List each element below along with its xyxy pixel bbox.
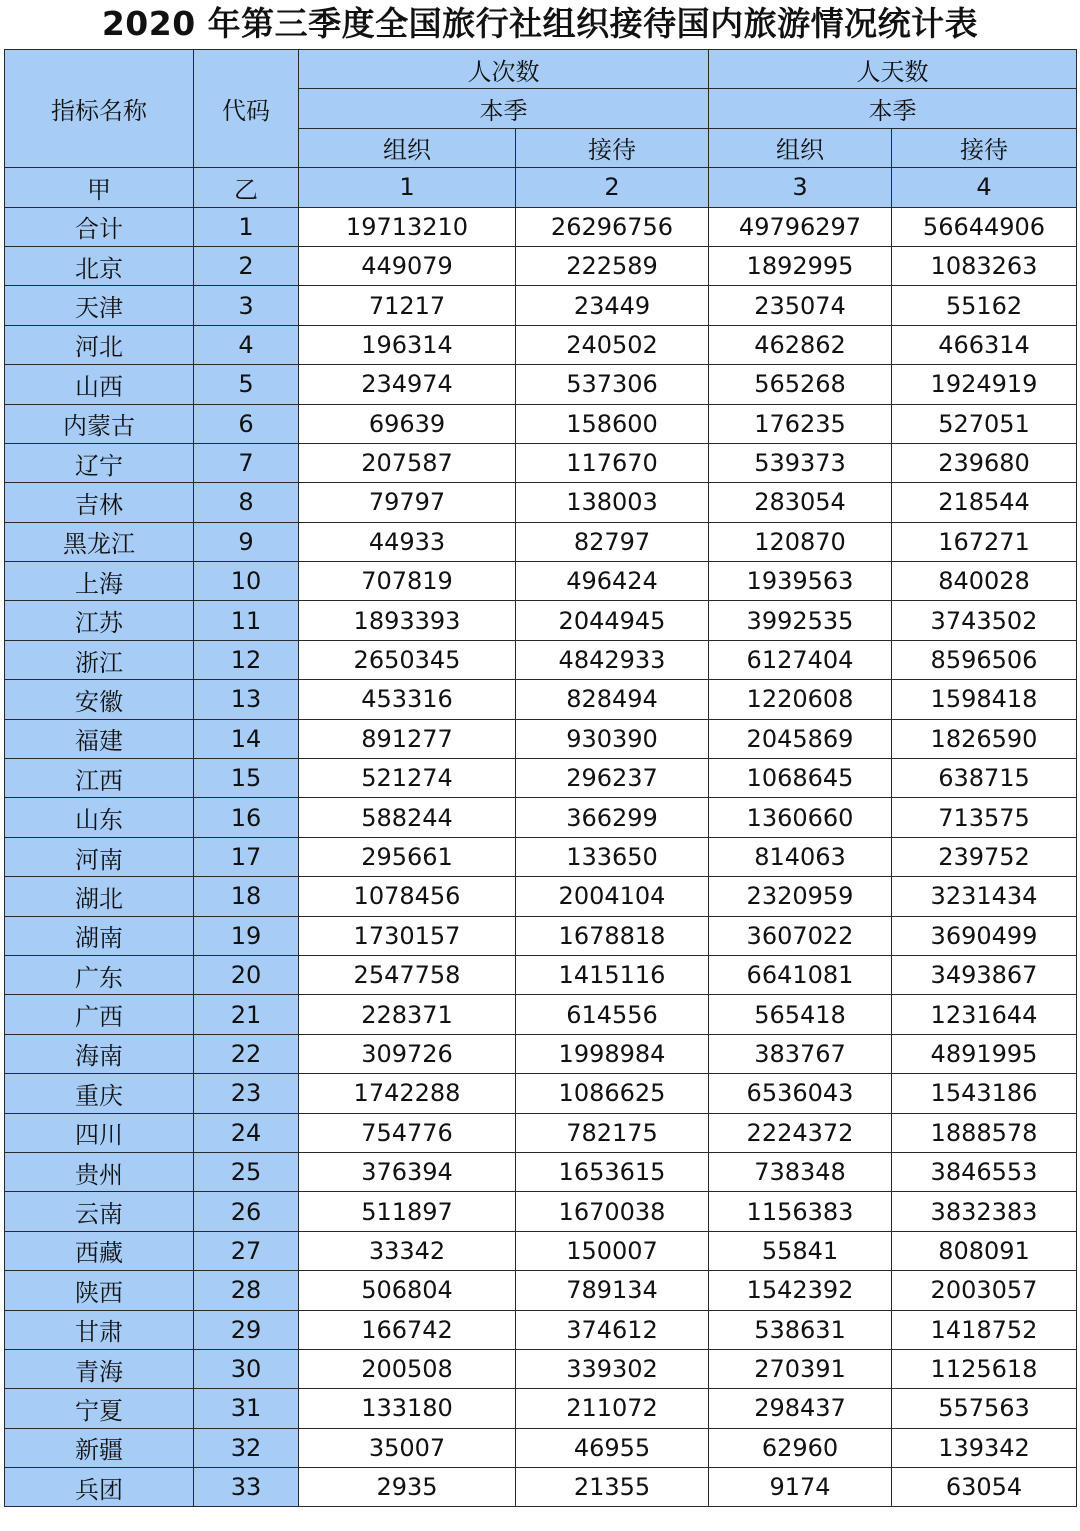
region-name-cell: 海南 xyxy=(5,1034,194,1073)
person-days-organize-cell: 270391 xyxy=(709,1349,892,1388)
region-name-cell: 广西 xyxy=(5,995,194,1034)
table-row xyxy=(5,1349,1077,1388)
header-season-2: 本季 xyxy=(709,89,1077,128)
code-cell: 27 xyxy=(194,1231,299,1270)
person-days-receive-cell: 1924919 xyxy=(892,365,1077,404)
table-row xyxy=(5,522,1077,561)
code-cell: 28 xyxy=(194,1271,299,1310)
person-days-receive-cell: 3493867 xyxy=(892,955,1077,994)
person-times-receive-cell: 296237 xyxy=(516,759,709,798)
person-times-organize-cell: 449079 xyxy=(299,246,516,285)
table-row xyxy=(5,325,1077,364)
person-days-receive-cell: 638715 xyxy=(892,759,1077,798)
code-cell: 32 xyxy=(194,1428,299,1467)
person-days-receive-cell: 1598418 xyxy=(892,680,1077,719)
person-times-organize-cell: 2650345 xyxy=(299,640,516,679)
person-days-organize-cell: 2320959 xyxy=(709,877,892,916)
person-days-receive-cell: 56644906 xyxy=(892,207,1077,246)
table-row xyxy=(5,1034,1077,1073)
person-days-organize-cell: 1542392 xyxy=(709,1271,892,1310)
person-times-organize-cell: 453316 xyxy=(299,680,516,719)
person-days-receive-cell: 557563 xyxy=(892,1389,1077,1428)
region-name-cell: 浙江 xyxy=(5,640,194,679)
region-name-cell: 广东 xyxy=(5,955,194,994)
table-row xyxy=(5,759,1077,798)
code-cell: 16 xyxy=(194,798,299,837)
person-times-organize-cell: 44933 xyxy=(299,522,516,561)
statistics-table xyxy=(4,49,1077,1507)
region-name-cell: 贵州 xyxy=(5,1152,194,1191)
table-row xyxy=(5,365,1077,404)
person-times-receive-cell: 828494 xyxy=(516,680,709,719)
person-times-receive-cell: 374612 xyxy=(516,1310,709,1349)
region-name-cell: 合计 xyxy=(5,207,194,246)
index-cell: 3 xyxy=(709,168,892,207)
person-days-organize-cell: 298437 xyxy=(709,1389,892,1428)
person-times-receive-cell: 46955 xyxy=(516,1428,709,1467)
person-days-organize-cell: 738348 xyxy=(709,1152,892,1191)
person-times-organize-cell: 19713210 xyxy=(299,207,516,246)
person-times-organize-cell: 71217 xyxy=(299,286,516,325)
region-name-cell: 吉林 xyxy=(5,483,194,522)
person-times-organize-cell: 166742 xyxy=(299,1310,516,1349)
person-days-organize-cell: 9174 xyxy=(709,1468,892,1507)
person-days-receive-cell: 808091 xyxy=(892,1231,1077,1270)
person-days-receive-cell: 1543186 xyxy=(892,1074,1077,1113)
person-times-organize-cell: 228371 xyxy=(299,995,516,1034)
code-cell: 20 xyxy=(194,955,299,994)
header-organize-1: 组织 xyxy=(299,128,516,167)
person-days-receive-cell: 3846553 xyxy=(892,1152,1077,1191)
person-times-organize-cell: 295661 xyxy=(299,837,516,876)
person-times-receive-cell: 222589 xyxy=(516,246,709,285)
region-name-cell: 宁夏 xyxy=(5,1389,194,1428)
person-times-organize-cell: 207587 xyxy=(299,443,516,482)
person-days-receive-cell: 2003057 xyxy=(892,1271,1077,1310)
region-name-cell: 江苏 xyxy=(5,601,194,640)
code-cell: 3 xyxy=(194,286,299,325)
person-days-receive-cell: 1083263 xyxy=(892,246,1077,285)
person-days-receive-cell: 239680 xyxy=(892,443,1077,482)
header-person-days: 人天数 xyxy=(709,50,1077,89)
person-times-receive-cell: 2004104 xyxy=(516,877,709,916)
person-times-receive-cell: 537306 xyxy=(516,365,709,404)
person-times-organize-cell: 506804 xyxy=(299,1271,516,1310)
header-index-row xyxy=(5,168,1077,207)
person-times-organize-cell: 234974 xyxy=(299,365,516,404)
region-name-cell: 安徽 xyxy=(5,680,194,719)
table-row xyxy=(5,680,1077,719)
person-times-receive-cell: 150007 xyxy=(516,1231,709,1270)
person-times-organize-cell: 309726 xyxy=(299,1034,516,1073)
code-cell: 5 xyxy=(194,365,299,404)
table-row xyxy=(5,995,1077,1034)
person-days-organize-cell: 1360660 xyxy=(709,798,892,837)
person-times-organize-cell: 2547758 xyxy=(299,955,516,994)
region-name-cell: 四川 xyxy=(5,1113,194,1152)
table-row xyxy=(5,1389,1077,1428)
table-row xyxy=(5,955,1077,994)
table-row xyxy=(5,1271,1077,1310)
person-times-organize-cell: 196314 xyxy=(299,325,516,364)
code-cell: 14 xyxy=(194,719,299,758)
person-times-receive-cell: 930390 xyxy=(516,719,709,758)
person-times-receive-cell: 4842933 xyxy=(516,640,709,679)
code-cell: 12 xyxy=(194,640,299,679)
person-times-organize-cell: 754776 xyxy=(299,1113,516,1152)
code-cell: 31 xyxy=(194,1389,299,1428)
region-name-cell: 重庆 xyxy=(5,1074,194,1113)
person-times-organize-cell: 588244 xyxy=(299,798,516,837)
table-row xyxy=(5,719,1077,758)
code-cell: 18 xyxy=(194,877,299,916)
person-days-receive-cell: 1231644 xyxy=(892,995,1077,1034)
table-row xyxy=(5,443,1077,482)
table-row xyxy=(5,798,1077,837)
person-days-receive-cell: 1125618 xyxy=(892,1349,1077,1388)
header-code: 代码 xyxy=(194,50,299,168)
region-name-cell: 湖北 xyxy=(5,877,194,916)
region-name-cell: 河南 xyxy=(5,837,194,876)
index-cell: 4 xyxy=(892,168,1077,207)
person-days-receive-cell: 55162 xyxy=(892,286,1077,325)
header-indicator-name: 指标名称 xyxy=(5,50,194,168)
person-times-receive-cell: 1678818 xyxy=(516,916,709,955)
person-times-receive-cell: 82797 xyxy=(516,522,709,561)
region-name-cell: 天津 xyxy=(5,286,194,325)
person-times-organize-cell: 200508 xyxy=(299,1349,516,1388)
code-cell: 1 xyxy=(194,207,299,246)
table-row xyxy=(5,1310,1077,1349)
code-cell: 10 xyxy=(194,562,299,601)
person-times-receive-cell: 614556 xyxy=(516,995,709,1034)
person-times-receive-cell: 211072 xyxy=(516,1389,709,1428)
region-name-cell: 辽宁 xyxy=(5,443,194,482)
region-name-cell: 新疆 xyxy=(5,1428,194,1467)
person-times-organize-cell: 1742288 xyxy=(299,1074,516,1113)
table-row xyxy=(5,1468,1077,1507)
person-times-receive-cell: 1415116 xyxy=(516,955,709,994)
person-days-organize-cell: 6127404 xyxy=(709,640,892,679)
region-name-cell: 云南 xyxy=(5,1192,194,1231)
code-cell: 8 xyxy=(194,483,299,522)
table-row xyxy=(5,1428,1077,1467)
table-row xyxy=(5,483,1077,522)
person-times-receive-cell: 1653615 xyxy=(516,1152,709,1191)
person-times-organize-cell: 707819 xyxy=(299,562,516,601)
header-receive-1: 接待 xyxy=(516,128,709,167)
table-row xyxy=(5,1231,1077,1270)
person-times-organize-cell: 33342 xyxy=(299,1231,516,1270)
person-times-organize-cell: 79797 xyxy=(299,483,516,522)
region-name-cell: 甘肃 xyxy=(5,1310,194,1349)
person-days-receive-cell: 3231434 xyxy=(892,877,1077,916)
region-name-cell: 山西 xyxy=(5,365,194,404)
person-days-organize-cell: 120870 xyxy=(709,522,892,561)
person-times-receive-cell: 23449 xyxy=(516,286,709,325)
region-name-cell: 上海 xyxy=(5,562,194,601)
code-cell: 7 xyxy=(194,443,299,482)
person-days-receive-cell: 840028 xyxy=(892,562,1077,601)
page-title: 2020 年第三季度全国旅行社组织接待国内旅游情况统计表 xyxy=(101,4,979,43)
region-name-cell: 福建 xyxy=(5,719,194,758)
person-times-organize-cell: 35007 xyxy=(299,1428,516,1467)
table-row xyxy=(5,1074,1077,1113)
person-days-receive-cell: 239752 xyxy=(892,837,1077,876)
person-days-receive-cell: 3832383 xyxy=(892,1192,1077,1231)
table-row xyxy=(5,286,1077,325)
code-cell: 17 xyxy=(194,837,299,876)
person-days-organize-cell: 1068645 xyxy=(709,759,892,798)
person-times-organize-cell: 521274 xyxy=(299,759,516,798)
person-days-organize-cell: 2224372 xyxy=(709,1113,892,1152)
code-cell: 11 xyxy=(194,601,299,640)
person-times-receive-cell: 1670038 xyxy=(516,1192,709,1231)
person-times-receive-cell: 117670 xyxy=(516,443,709,482)
person-days-organize-cell: 1939563 xyxy=(709,562,892,601)
person-days-receive-cell: 466314 xyxy=(892,325,1077,364)
table-row xyxy=(5,640,1077,679)
person-days-receive-cell: 63054 xyxy=(892,1468,1077,1507)
code-cell: 29 xyxy=(194,1310,299,1349)
region-name-cell: 兵团 xyxy=(5,1468,194,1507)
person-days-organize-cell: 383767 xyxy=(709,1034,892,1073)
person-days-receive-cell: 3690499 xyxy=(892,916,1077,955)
region-name-cell: 湖南 xyxy=(5,916,194,955)
person-days-organize-cell: 1892995 xyxy=(709,246,892,285)
index-cell: 甲 xyxy=(5,168,194,207)
person-days-organize-cell: 565418 xyxy=(709,995,892,1034)
person-times-organize-cell: 1730157 xyxy=(299,916,516,955)
person-days-organize-cell: 235074 xyxy=(709,286,892,325)
code-cell: 26 xyxy=(194,1192,299,1231)
table-row xyxy=(5,562,1077,601)
person-times-receive-cell: 26296756 xyxy=(516,207,709,246)
person-times-receive-cell: 138003 xyxy=(516,483,709,522)
person-times-receive-cell: 496424 xyxy=(516,562,709,601)
table-row xyxy=(5,1152,1077,1191)
region-name-cell: 内蒙古 xyxy=(5,404,194,443)
person-times-receive-cell: 789134 xyxy=(516,1271,709,1310)
person-times-receive-cell: 158600 xyxy=(516,404,709,443)
header-person-times: 人次数 xyxy=(299,50,709,89)
index-cell: 1 xyxy=(299,168,516,207)
code-cell: 30 xyxy=(194,1349,299,1388)
person-days-organize-cell: 55841 xyxy=(709,1231,892,1270)
table-row xyxy=(5,877,1077,916)
code-cell: 22 xyxy=(194,1034,299,1073)
person-days-organize-cell: 6641081 xyxy=(709,955,892,994)
person-days-organize-cell: 49796297 xyxy=(709,207,892,246)
code-cell: 25 xyxy=(194,1152,299,1191)
person-days-receive-cell: 8596506 xyxy=(892,640,1077,679)
table-row xyxy=(5,1113,1077,1152)
person-times-organize-cell: 69639 xyxy=(299,404,516,443)
person-times-receive-cell: 133650 xyxy=(516,837,709,876)
person-times-organize-cell: 1893393 xyxy=(299,601,516,640)
person-days-receive-cell: 167271 xyxy=(892,522,1077,561)
person-days-receive-cell: 4891995 xyxy=(892,1034,1077,1073)
person-days-organize-cell: 1156383 xyxy=(709,1192,892,1231)
table-row xyxy=(5,601,1077,640)
code-cell: 19 xyxy=(194,916,299,955)
person-times-receive-cell: 21355 xyxy=(516,1468,709,1507)
person-days-organize-cell: 6536043 xyxy=(709,1074,892,1113)
person-times-receive-cell: 339302 xyxy=(516,1349,709,1388)
person-days-receive-cell: 1418752 xyxy=(892,1310,1077,1349)
table-row xyxy=(5,207,1077,246)
region-name-cell: 黑龙江 xyxy=(5,522,194,561)
person-times-organize-cell: 133180 xyxy=(299,1389,516,1428)
person-days-organize-cell: 462862 xyxy=(709,325,892,364)
header-receive-2: 接待 xyxy=(892,128,1077,167)
person-times-organize-cell: 511897 xyxy=(299,1192,516,1231)
person-days-organize-cell: 814063 xyxy=(709,837,892,876)
code-cell: 33 xyxy=(194,1468,299,1507)
person-days-receive-cell: 1888578 xyxy=(892,1113,1077,1152)
person-times-receive-cell: 1998984 xyxy=(516,1034,709,1073)
person-days-organize-cell: 539373 xyxy=(709,443,892,482)
person-days-receive-cell: 139342 xyxy=(892,1428,1077,1467)
code-cell: 2 xyxy=(194,246,299,285)
person-days-receive-cell: 1826590 xyxy=(892,719,1077,758)
person-times-organize-cell: 891277 xyxy=(299,719,516,758)
table-row xyxy=(5,837,1077,876)
person-times-receive-cell: 240502 xyxy=(516,325,709,364)
person-times-organize-cell: 1078456 xyxy=(299,877,516,916)
person-days-receive-cell: 218544 xyxy=(892,483,1077,522)
header-season-1: 本季 xyxy=(299,89,709,128)
code-cell: 21 xyxy=(194,995,299,1034)
region-name-cell: 陕西 xyxy=(5,1271,194,1310)
code-cell: 15 xyxy=(194,759,299,798)
person-days-organize-cell: 2045869 xyxy=(709,719,892,758)
person-days-organize-cell: 62960 xyxy=(709,1428,892,1467)
code-cell: 13 xyxy=(194,680,299,719)
person-times-receive-cell: 2044945 xyxy=(516,601,709,640)
person-days-organize-cell: 538631 xyxy=(709,1310,892,1349)
person-days-organize-cell: 1220608 xyxy=(709,680,892,719)
person-days-receive-cell: 713575 xyxy=(892,798,1077,837)
person-times-receive-cell: 782175 xyxy=(516,1113,709,1152)
person-days-organize-cell: 3992535 xyxy=(709,601,892,640)
person-days-organize-cell: 3607022 xyxy=(709,916,892,955)
code-cell: 24 xyxy=(194,1113,299,1152)
person-days-receive-cell: 3743502 xyxy=(892,601,1077,640)
region-name-cell: 山东 xyxy=(5,798,194,837)
table-row xyxy=(5,246,1077,285)
index-cell: 2 xyxy=(516,168,709,207)
code-cell: 6 xyxy=(194,404,299,443)
person-days-organize-cell: 565268 xyxy=(709,365,892,404)
region-name-cell: 河北 xyxy=(5,325,194,364)
region-name-cell: 青海 xyxy=(5,1349,194,1388)
person-times-organize-cell: 2935 xyxy=(299,1468,516,1507)
table-row xyxy=(5,1192,1077,1231)
region-name-cell: 江西 xyxy=(5,759,194,798)
code-cell: 23 xyxy=(194,1074,299,1113)
region-name-cell: 西藏 xyxy=(5,1231,194,1270)
code-cell: 4 xyxy=(194,325,299,364)
table-row xyxy=(5,916,1077,955)
person-times-receive-cell: 1086625 xyxy=(516,1074,709,1113)
index-cell: 乙 xyxy=(194,168,299,207)
person-times-receive-cell: 366299 xyxy=(516,798,709,837)
table-body xyxy=(5,207,1077,1507)
header-organize-2: 组织 xyxy=(709,128,892,167)
person-days-organize-cell: 283054 xyxy=(709,483,892,522)
person-days-receive-cell: 527051 xyxy=(892,404,1077,443)
region-name-cell: 北京 xyxy=(5,246,194,285)
person-times-organize-cell: 376394 xyxy=(299,1152,516,1191)
table-row xyxy=(5,404,1077,443)
code-cell: 9 xyxy=(194,522,299,561)
person-days-organize-cell: 176235 xyxy=(709,404,892,443)
